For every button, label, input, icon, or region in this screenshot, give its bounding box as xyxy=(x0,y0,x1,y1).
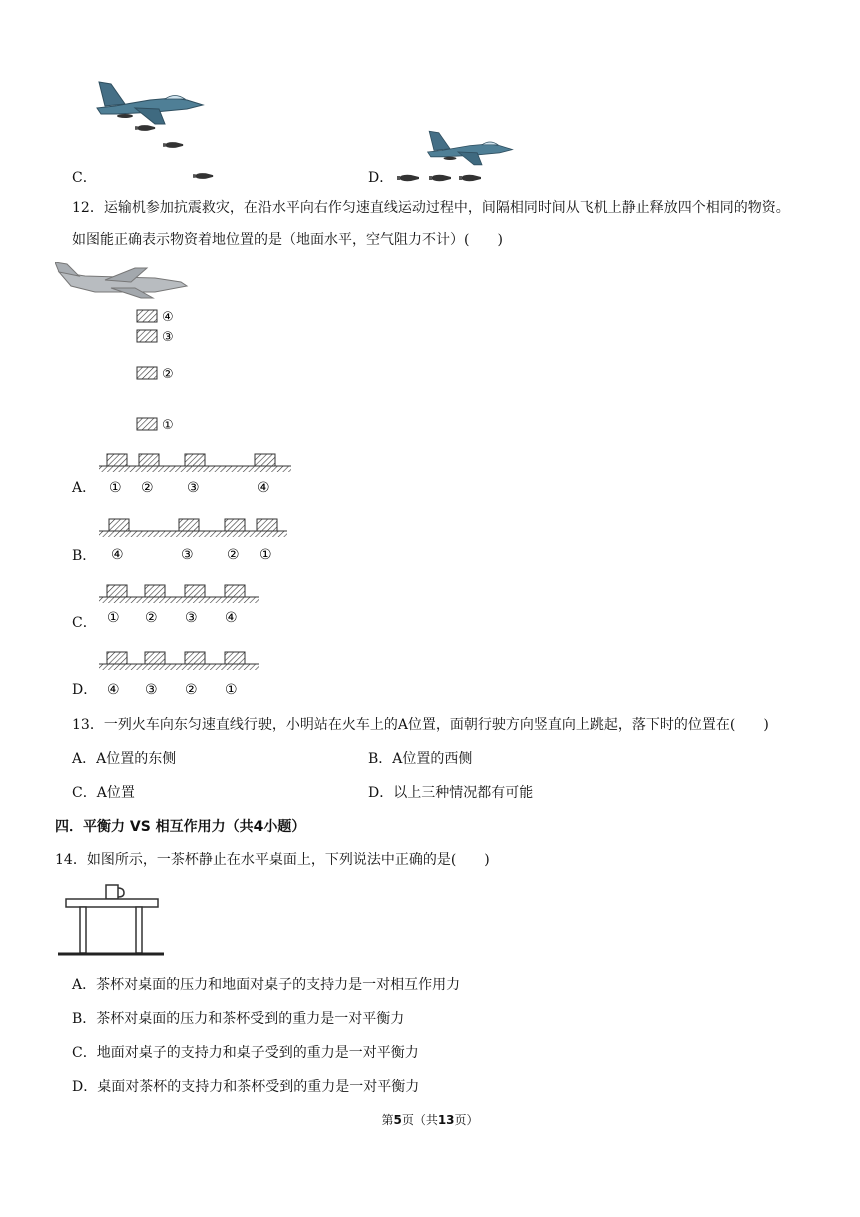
q12-stem-line2: 如图能正确表示物资着地位置的是（地面水平，空气阻力不计）( ) xyxy=(72,232,503,248)
circle-label: ④ xyxy=(162,310,174,325)
svg-text:①: ① xyxy=(259,547,272,563)
table-leg xyxy=(80,907,86,953)
cargo-box-1 xyxy=(137,418,157,430)
q12-option-c-label: C． xyxy=(72,615,97,631)
q13-option-c: C．A位置 xyxy=(72,785,135,801)
svg-text:②: ② xyxy=(145,610,158,626)
q12-option-a-label: A． xyxy=(72,480,97,496)
bomb-icon xyxy=(193,173,213,179)
svg-text:④: ④ xyxy=(107,682,120,697)
q14-option-d: D．桌面对茶杯的支持力和茶杯受到的重力是一对平衡力 xyxy=(72,1079,420,1095)
q14-option-a: A．茶杯对桌面的压力和地面对桌子的支持力是一对相互作用力 xyxy=(72,977,461,993)
svg-text:③: ③ xyxy=(185,610,198,626)
table-cup-figure xyxy=(58,882,166,958)
svg-text:①: ① xyxy=(109,480,122,496)
svg-text:②: ② xyxy=(185,682,198,697)
option-d-label: D． xyxy=(368,170,394,186)
table-leg xyxy=(136,907,142,953)
bomb-icon xyxy=(459,175,481,181)
svg-text:③: ③ xyxy=(181,547,194,563)
page-number: 5 xyxy=(393,1113,402,1127)
svg-text:①: ① xyxy=(225,682,238,697)
cargo-box-2 xyxy=(137,367,157,379)
svg-text:③: ③ xyxy=(145,682,158,697)
ground-figure-b xyxy=(95,516,295,564)
transport-plane-icon xyxy=(55,262,187,298)
q14-option-c: C．地面对桌子的支持力和桌子受到的重力是一对平衡力 xyxy=(72,1045,419,1061)
circle-label: ③ xyxy=(162,330,174,345)
svg-text:②: ② xyxy=(227,547,240,563)
circle-label: ① xyxy=(162,418,174,433)
option-c-label: C． xyxy=(72,170,97,186)
page-footer: 第5页（共13页） xyxy=(381,1113,479,1127)
table-top xyxy=(66,899,158,907)
q13-stem: 13．一列火车向东匀速直线行驶，小明站在火车上的A位置，面朝行驶方向竖直向上跳起，落下时的位置在( ) xyxy=(72,717,769,733)
bomb-icon xyxy=(135,125,155,131)
ground-figure-c xyxy=(95,582,265,630)
q13-option-d: D．以上三种情况都有可能 xyxy=(368,785,534,801)
cargo-box-3 xyxy=(137,330,157,342)
bomb-icon xyxy=(163,142,183,148)
circle-label: ② xyxy=(162,367,174,382)
jet-bomb-figure-c xyxy=(95,78,225,188)
svg-text:④: ④ xyxy=(111,547,124,563)
jet-bomb-figure-d xyxy=(395,128,530,188)
page-total: 13 xyxy=(437,1113,455,1127)
ground-figure-a xyxy=(95,450,295,498)
bomb-icon xyxy=(397,175,419,181)
svg-text:④: ④ xyxy=(225,610,238,626)
svg-text:①: ① xyxy=(107,610,120,626)
q12-option-d-label: D． xyxy=(72,682,98,698)
q13-option-b: B．A位置的西侧 xyxy=(368,751,473,767)
bomb-icon xyxy=(429,175,451,181)
fighter-jet-icon xyxy=(428,131,513,165)
section-heading: 四．平衡力 VS 相互作用力（共4小题） xyxy=(55,819,306,835)
svg-text:②: ② xyxy=(141,480,154,496)
ground-figure-d xyxy=(95,649,265,697)
q12-stem-line1: 12．运输机参加抗震救灾，在沿水平向右作匀速直线运动过程中，间隔相同时间从飞机上静止释放四个相同的物资。 xyxy=(72,200,790,216)
q13-option-a: A．A位置的东侧 xyxy=(72,751,177,767)
q14-option-b: B．茶杯对桌面的压力和茶杯受到的重力是一对平衡力 xyxy=(72,1011,405,1027)
fighter-jet-icon xyxy=(97,82,203,124)
transport-plane-figure xyxy=(55,262,195,442)
q14-stem: 14．如图所示，一茶杯静止在水平桌面上，下列说法中正确的是( ) xyxy=(55,852,490,868)
cup-icon xyxy=(106,885,124,899)
cargo-box-4 xyxy=(137,310,157,322)
q12-option-b-label: B． xyxy=(72,548,97,564)
svg-text:④: ④ xyxy=(257,480,270,496)
svg-text:③: ③ xyxy=(187,480,200,496)
